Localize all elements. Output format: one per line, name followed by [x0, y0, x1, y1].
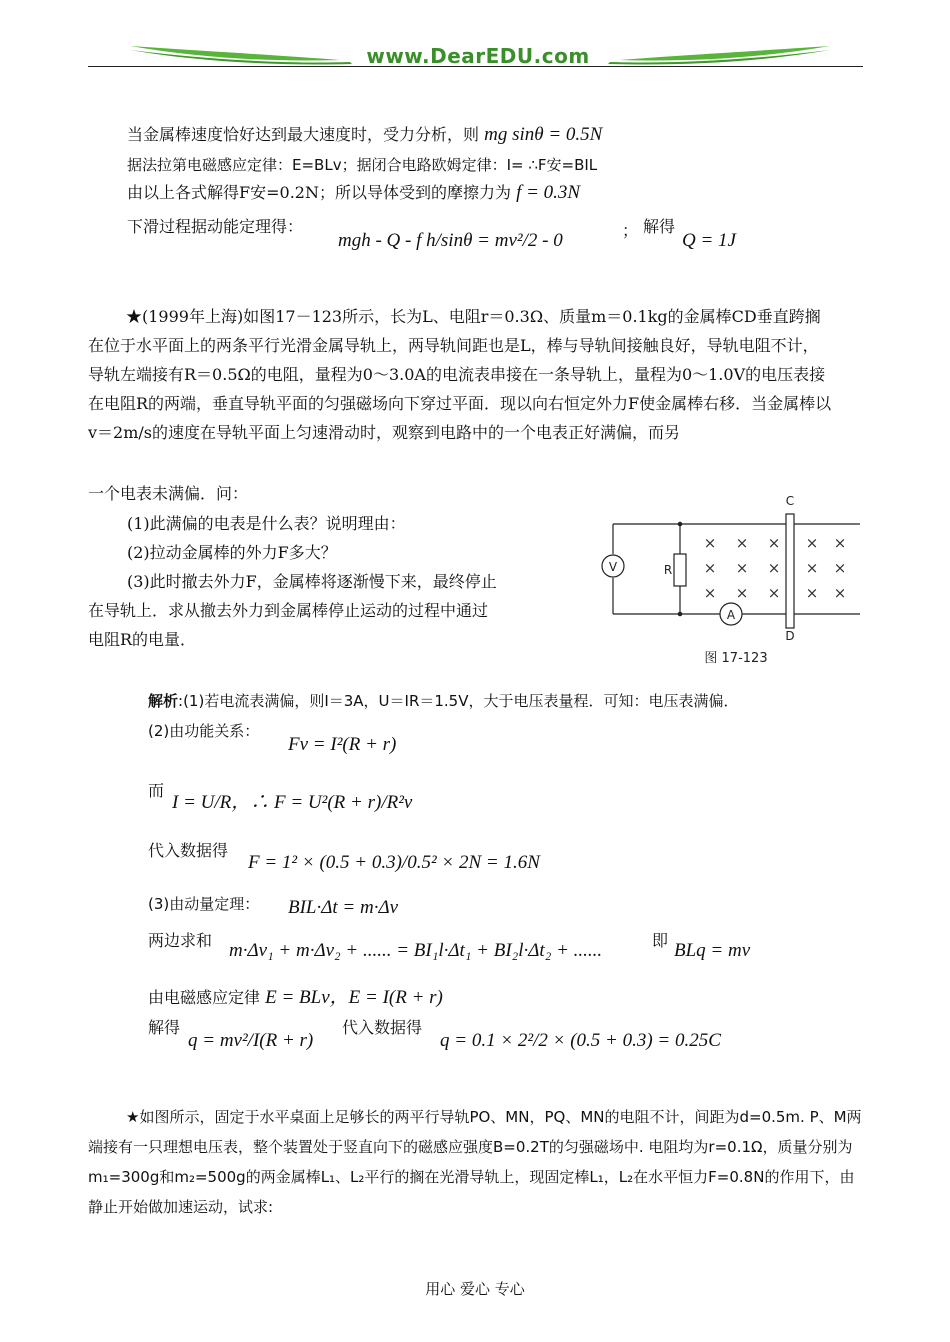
- problem-2-statement: ★如图所示，固定于水平桌面上足够长的两平行导轨PO、MN，PQ、MN的电阻不计，间距为d=0.5m. P、M两端接有一只理想电压表，整个装置处于竖直向下的磁感应强度B=0.2T的匀强磁场中. 电阻均为r=0.1Ω，质量分别为m₁=300g和m₂=500g的两金属棒L₁、L₂平行的搁在光滑导轨上，现固定棒L₁，L₂在水平恒力F=0.8N的作用下，由静止开始做加速运动，试求:: [88, 1108, 862, 1216]
- resistor-label: R: [663, 563, 673, 577]
- field-mark: ×: [735, 559, 749, 577]
- field-mark: ×: [767, 584, 781, 602]
- figure-caption: 图 17-123: [704, 651, 768, 666]
- solution-line-6-result: BLq = mv: [674, 940, 751, 961]
- field-mark: ×: [767, 534, 781, 552]
- derivation-line-3-text: 由以上各式解得F安=0.2N；所以导体受到的摩擦力为: [127, 183, 511, 202]
- field-mark: ×: [735, 584, 749, 602]
- page-footer: 用心 爱心 专心: [425, 1280, 525, 1298]
- solution-line-5-formula: BIL·Δt = m·Δv: [288, 897, 399, 918]
- derivation-line-1-formula: mg sinθ = 0.5N: [484, 124, 603, 145]
- problem-1-question-3-b: 在导轨上．求从撤去外力到金属棒停止运动的过程中通过: [88, 601, 489, 620]
- field-mark: ×: [703, 584, 717, 602]
- site-logo-text: www.DearEDU.com: [366, 44, 590, 68]
- derivation-line-4-separator: ；: [622, 221, 639, 240]
- derivation-line-3: [127, 182, 580, 204]
- field-mark: ×: [767, 559, 781, 577]
- solution-line-4-text: 代入数据得: [148, 841, 229, 860]
- rod-label-c: C: [785, 494, 795, 508]
- circuit-figure: [598, 492, 860, 670]
- derivation-line-1: [127, 124, 602, 146]
- rod-label-d: D: [785, 629, 795, 643]
- derivation-line-1-text: 当金属棒速度恰好达到最大速度时，受力分析，则: [127, 125, 480, 144]
- solution-line-7-text: [148, 987, 443, 1009]
- field-mark: ×: [833, 534, 847, 552]
- problem-1-question-3-a: (3)此时撤去外力F，金属棒将逐渐慢下来，最终停止: [127, 572, 497, 591]
- solution-line-7-formula: E = BLv，E = I(R + r): [265, 987, 443, 1008]
- solution-line-7-label: 由电磁感应定律: [148, 988, 261, 1007]
- derivation-line-3-formula: f = 0.3N: [516, 182, 581, 203]
- field-mark: ×: [805, 534, 819, 552]
- field-mark: ×: [833, 559, 847, 577]
- solution-line-6-text: 两边求和: [148, 931, 213, 950]
- solution-line-8-result: q = 0.1 × 2²/2 × (0.5 + 0.3) = 0.25C: [440, 1030, 721, 1051]
- solution-line-8-text: 解得: [148, 1018, 181, 1037]
- solution-line-5-text: (3)由动量定理：: [148, 895, 260, 913]
- solution-line-8-text2: 代入数据得: [342, 1018, 423, 1037]
- solution-line-6-formula: m·Δv₁ + m·Δv₂ + ...... = BI₁l·Δt₁ + BI₂l·Δt₂ + ......: [229, 940, 603, 961]
- solution-line-6-text2: 即: [652, 931, 669, 950]
- ammeter-label: A: [726, 608, 736, 622]
- solution-title: 解析: [148, 692, 179, 710]
- solution-line-3-formula: I = U/R，∴ F = U²(R + r)/R²v: [172, 792, 413, 813]
- field-mark: ×: [833, 584, 847, 602]
- derivation-line-4-text2: 解得: [643, 217, 676, 236]
- header-divider: [88, 66, 863, 67]
- problem-1-question-3-c: 电阻R的电量．: [88, 630, 197, 649]
- solution-line-2-formula: Fv = I²(R + r): [288, 734, 397, 755]
- derivation-line-2: 据法拉第电磁感应定律：E=BLv；据闭合电路欧姆定律：I= ∴F安=BIL: [127, 156, 598, 174]
- resistor-icon: [674, 554, 686, 586]
- solution-line-8-formula: q = mv²/I(R + r): [188, 1030, 314, 1051]
- field-mark: ×: [703, 559, 717, 577]
- field-mark: ×: [703, 534, 717, 552]
- field-mark: ×: [735, 534, 749, 552]
- derivation-line-4-result: Q = 1J: [682, 230, 736, 251]
- problem-1-statement-tail: 一个电表未满偏．问：: [88, 484, 249, 503]
- solution-line-2-text: (2)由功能关系：: [148, 722, 260, 740]
- field-mark: ×: [805, 559, 819, 577]
- solution-line-1-text: :(1)若电流表满偏，则I＝3A，U＝IR＝1.5V，大于电压表量程．可知：电压表满偏．: [178, 692, 739, 710]
- field-mark: ×: [805, 584, 819, 602]
- voltmeter-label: V: [608, 560, 618, 574]
- magnetic-field-marks: [704, 534, 847, 602]
- solution-line-1: [148, 690, 739, 712]
- problem-1-question-2: (2)拉动金属棒的外力F多大？: [127, 543, 337, 562]
- metal-rod-cd: [786, 514, 794, 628]
- derivation-line-4-formula: mgh - Q - f h/sinθ = mv²/2 - 0: [338, 230, 563, 251]
- problem-1-question-1: (1)此满偏的电表是什么表？说明理由：: [127, 514, 406, 533]
- solution-line-4-formula: F = 1² × (0.5 + 0.3)/0.5² × 2N = 1.6N: [248, 852, 540, 873]
- derivation-line-4-text: 下滑过程据动能定理得：: [127, 217, 304, 236]
- solution-line-3-text: 而: [148, 781, 165, 800]
- problem-1-statement: ★(1999年上海)如图17－123所示，长为L、电阻r＝0.3Ω、质量m＝0.1kg的金属棒CD垂直跨搁在位于水平面上的两条平行光滑金属导轨上，两导轨间距也是L，棒与导轨间接触良好，导轨电阻不计，导轨左端接有R＝0.5Ω的电阻，量程为0～3.0A的电流表串接在一条导轨上，量程为0～1.0V的电压表接在电阻R的两端，垂直导轨平面的匀强磁场向下穿过平面．现以向右恒定外力F使金属棒右移．当金属棒以v＝2m/s的速度在导轨平面上匀速滑动时，观察到电路中的一个电表正好满偏，而另: [88, 307, 832, 442]
